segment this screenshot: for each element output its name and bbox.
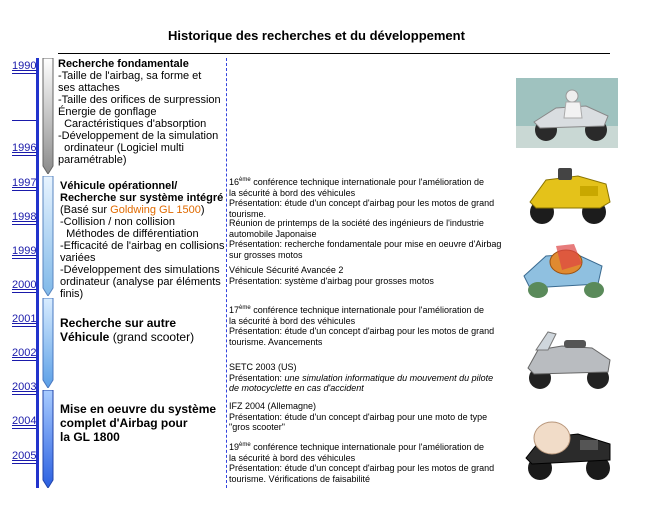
year-tick: [12, 155, 36, 156]
year-1997: 1997: [12, 177, 37, 189]
year-tick: [12, 463, 36, 464]
motorcycle-with-rider-photo: [516, 78, 618, 148]
event-text: Présentation:: [229, 372, 285, 383]
phase-2-line: finis): [60, 288, 84, 300]
phase-1-line: ses attaches: [58, 82, 120, 94]
phase-1-line: -Taille des orifices de surpression: [58, 94, 221, 106]
event-ordinal-suffix: ème: [239, 177, 251, 183]
year-tick: [12, 190, 36, 191]
phase-4-heading: la GL 1800: [60, 430, 120, 444]
year-1998: 1998: [12, 211, 37, 223]
event-ordinal-suffix: ème: [239, 442, 251, 448]
event-text: "gros scooter": [229, 422, 285, 432]
phase-1-line: -Développement de la simulation: [58, 130, 219, 142]
year-tick: [12, 224, 36, 225]
event-text: IFZ 2004 (Allemagne): [229, 401, 317, 411]
event-3: [229, 265, 434, 286]
event-ordinal: 16: [229, 177, 240, 187]
event-6: [229, 401, 487, 433]
event-2: [229, 218, 501, 260]
year-2001: 2001: [12, 313, 37, 325]
event-text: conférence technique internationale pour l'amélioration de: [250, 442, 485, 452]
year-tick: [12, 326, 36, 327]
event-text: Présentation: étude d'un concept d'airbag pour les motos de grand: [229, 463, 495, 473]
event-text: tourisme.: [229, 208, 267, 219]
phase-2-heading: Véhicule opérationnel/: [60, 180, 178, 192]
event-text: Présentation: étude d'un concept d'airbag pour les motos de grand: [229, 326, 495, 336]
column-separator: [226, 58, 227, 488]
event-text: tourisme. Avancements: [229, 336, 323, 347]
phase-3-heading: [60, 330, 194, 344]
event-text: Présentation: étude d'un concept d'airbag pour une moto de type: [229, 411, 488, 422]
airbag-simulation-photo: [516, 236, 616, 304]
phase-1-block: [58, 58, 221, 166]
phase-2-line: -Efficacité de l'airbag en collisions: [60, 240, 225, 252]
phase-4-block: [60, 402, 216, 444]
event-text: automobile Japonaise: [229, 228, 317, 239]
year-2003: 2003: [12, 381, 37, 393]
event-text: conférence technique internationale pour l'amélioration de: [250, 305, 485, 315]
event-text: Présentation: recherche fondamentale pour mise en oeuvre d'Airbag: [229, 239, 502, 249]
phase-2-line: Méthodes de différentiation: [60, 228, 199, 240]
year-1996: 1996: [12, 142, 37, 154]
event-4: [229, 303, 494, 347]
phase-1-line: ordinateur (Logiciel multi: [58, 142, 184, 154]
phase-2-line: ordinateur (analyse par éléments: [60, 276, 221, 288]
event-text: la sécurité à bord des véhicules: [229, 315, 356, 326]
phase-1-line: paramétrable): [58, 154, 127, 166]
event-5: [229, 362, 493, 394]
event-text: Véhicule Sécurité Avancée 2: [229, 265, 344, 275]
title-rule: [58, 53, 610, 54]
page-title: Historique des recherches et du développement: [168, 28, 465, 43]
event-text: la sécurité à bord des véhicules: [229, 452, 356, 463]
year-tick: [12, 292, 36, 293]
based-prefix: (Basé sur: [60, 204, 111, 216]
year-tick: [12, 73, 36, 74]
phase-2-based-on: [60, 204, 225, 216]
yellow-goldwing-photo: [520, 162, 616, 228]
phase-2-arrow: [42, 176, 54, 296]
year-2000: 2000: [12, 279, 37, 291]
event-text: SETC 2003 (US): [229, 362, 297, 372]
year-tick: [12, 258, 36, 259]
based-suffix: ): [200, 204, 205, 216]
phase-2-line: -Collision / non collision: [60, 216, 175, 228]
scooter-photo: [518, 326, 618, 392]
event-text: tourisme. Vérifications de faisabilité: [229, 473, 371, 484]
year-tick: [12, 394, 36, 395]
year-2005: 2005: [12, 450, 37, 462]
event-1: [229, 175, 494, 219]
event-text: Présentation: étude d'un concept d'airbag pour les motos de grand: [229, 198, 495, 208]
phase-2-line: -Développement des simulations: [60, 264, 220, 276]
phase-4-heading: Mise en oeuvre du système: [60, 402, 217, 416]
event-7: [229, 440, 494, 484]
phase-1-line: Caractéristiques d'absorption: [58, 118, 207, 130]
phase-1-line: -Taille de l'airbag, sa forme et: [58, 70, 202, 82]
event-text: une simulation informatique du mouvement du pilote: [284, 372, 494, 383]
year-tick: [12, 428, 36, 429]
year-2002: 2002: [12, 347, 37, 359]
event-text: Réunion de printemps de la société des ingénieurs de l'industrie: [229, 218, 484, 228]
phase-2-line: variées: [60, 252, 96, 264]
phase-1-line: Énergie de gonflage: [58, 106, 157, 118]
year-1990: 1990: [12, 60, 37, 72]
event-text: Présentation: système d'airbag pour grosses motos: [229, 275, 434, 286]
phase-1-arrow: [42, 58, 54, 174]
phase-3-vehicle-type: (grand scooter): [109, 330, 195, 344]
phase-2-heading: Recherche sur système intégré: [60, 192, 224, 204]
event-text: de motocyclette en cas d'accident: [229, 383, 364, 393]
phase-3-heading: Recherche sur autre: [60, 316, 177, 330]
phase-4-arrow: [42, 390, 54, 488]
phase-4-heading: complet d'Airbag pour: [60, 416, 188, 430]
goldwing-model: Goldwing GL 1500: [110, 204, 201, 216]
phase-3-block: [60, 316, 194, 344]
year-2004: 2004: [12, 415, 37, 427]
event-ordinal-suffix: ème: [239, 305, 251, 311]
event-ordinal: 19: [229, 442, 240, 452]
year-tick: [12, 120, 36, 121]
event-text: conférence technique internationale pour l'amélioration de: [250, 177, 485, 187]
phase-2-block: [60, 180, 225, 300]
phase-3-arrow: [42, 298, 54, 388]
event-text: la sécurité à bord des véhicules: [229, 187, 356, 198]
year-1999: 1999: [12, 245, 37, 257]
goldwing-airbag-deployed-photo: [518, 412, 618, 482]
phase-1-heading: Recherche fondamentale: [58, 58, 189, 70]
phase-3-vehicle: Véhicule: [60, 330, 110, 344]
year-tick: [12, 360, 36, 361]
event-text: sur grosses motos: [229, 249, 303, 260]
event-ordinal: 17: [229, 305, 240, 315]
